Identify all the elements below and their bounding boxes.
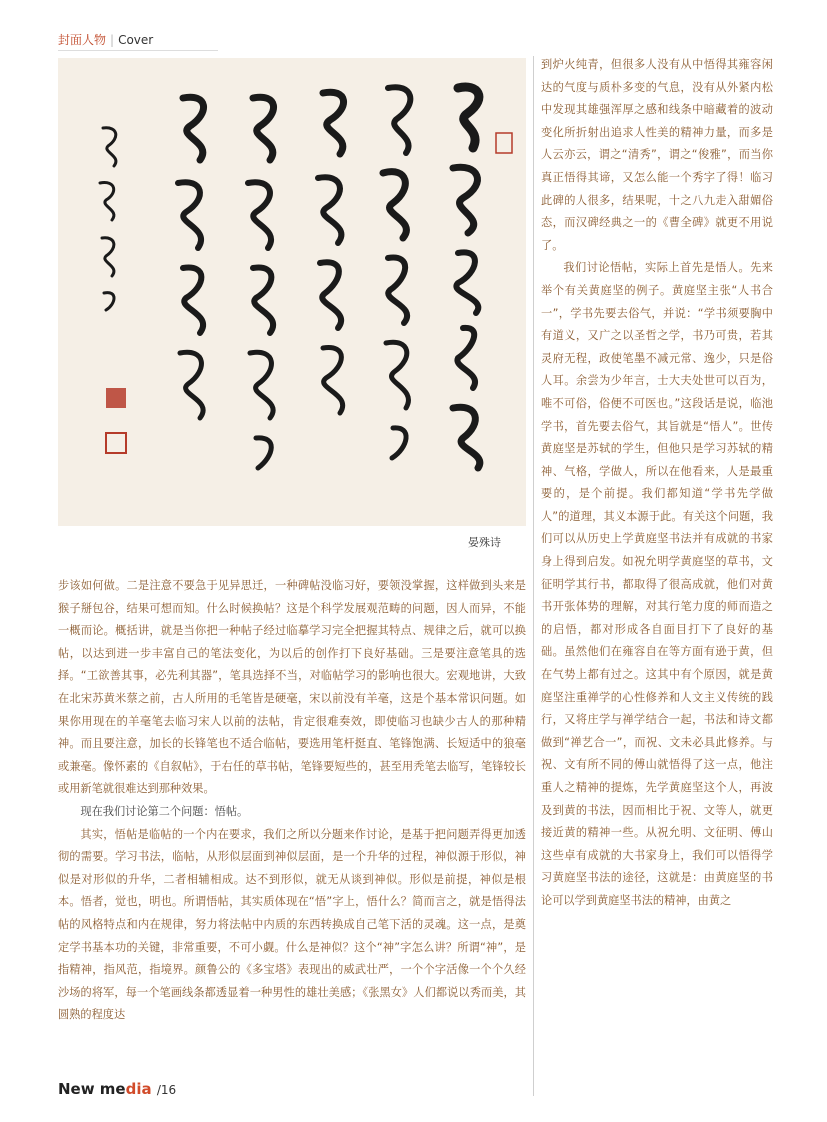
section-label: 封面人物	[58, 33, 107, 47]
header-rule	[58, 50, 218, 51]
page-header	[58, 32, 153, 50]
cover-label: Cover	[118, 33, 154, 47]
page-separator: /	[156, 1083, 161, 1097]
page-footer	[58, 1080, 176, 1098]
artwork-caption: 晏殊诗	[468, 536, 501, 549]
brand-name-b: dia	[125, 1080, 152, 1098]
right-paragraph-1: 到炉火纯青，但很多人没有从中悟得其雍容闲达的气度与质朴多变的气息，没有从外紧内松中发现其雄强浑厚之感和线条中暗藏着的波动变化所折射出追求人性美的精神力量，而多是人云亦云，谓之“清秀”，谓之“俊雅”，而当你真正悟得其谛，又怎么能一个秀字了得！临习此碑的人很多，结果呢，十之八九走入甜媚俗态，而汉碑经典之一的《曹全碑》就更不用说了。	[541, 58, 773, 252]
header-separator: |	[110, 33, 115, 47]
left-paragraph-3: 其实，悟帖是临帖的一个内在要求，我们之所以分题来作讨论，是基于把问题弄得更加透彻的需要。学习书法，临帖，从形似层面到神似层面，是一个升华的过程，神似源于形似，神似是对形似的升华，二者相辅相成。达不到形似，就无从谈到神似。形似是前提，神似是根本。悟者，觉也，明也。所谓悟帖，其实质体现在“悟”字上，悟什么？简而言之，就是悟得法帖的风格特点和内在规律，努力将法帖中内质的东西转换成自己笔下活的灵魂。这一点，是奠定学书基本功的关键，非常重要，不可小觑。什么是神似？这个“神”字怎么讲？所谓“神”，是指精神，指风范，指境界。颜鲁公的《多宝塔》表现出的威武壮严，一个个字活像一个个久经沙场的将军，每一个笔画线条都透显着一种男性的雄壮美感；《张黑女》人们都说以秀而美，其圆熟的程度达	[58, 827, 526, 1022]
column-divider	[533, 56, 534, 1096]
right-column	[541, 54, 773, 913]
calligraphy-artwork	[58, 58, 526, 526]
left-column	[58, 575, 526, 1027]
page-number: 16	[160, 1083, 177, 1097]
calligraphy-illustration	[58, 58, 526, 526]
left-paragraph-1: 步该如何做。二是注意不要急于见异思迁，一种碑帖没临习好，要领没掌握，这样做到头来是猴子掰包谷，结果可想而知。什么时候换帖？这是个科学发展观范畴的问题，因人而异，不能一概而论。概括讲，就是当你把一种帖子经过临摹学习完全把握其特点、规律之后，就可以换帖，以达到进一步丰富自己的笔法变化，为以后的创作打下良好基础。三是要注意笔具的选择。“工欲善其事，必先利其器”，笔具选择不当，对临帖学习的影响也很大。宏观地讲，大致在北宋苏黄米蔡之前，古人所用的毛笔皆是硬毫，宋以前没有羊毫，这是个基本常识问题。如果你用现在的羊毫笔去临习宋人以前的法帖，肯定很难奏效，即使临习也缺少古人的那种精神。而且要注意，加长的长锋笔也不适合临帖，要选用笔杆挺直、笔锋饱满、长短适中的狼毫或兼毫。像怀素的《自叙帖》，于右任的草书帖，笔锋要短些的，甚至用秃笔去临写，笔锋较长或用新笔就很难达到那种效果。	[58, 579, 526, 796]
right-paragraph-2: 我们讨论悟帖，实际上首先是悟人。先来举个有关黄庭坚的例子。黄庭坚主张“人书合一”，学书先要去俗气，并说：“学书须要胸中有道义，又广之以圣哲之学，书乃可贵，若其灵府无程，政使笔墨不减元常、逸少，只是俗人耳。余尝为少年言，士大夫处世可以百为，唯不可俗，俗便不可医也。”这段话是说，临池学书，首先要去俗气，其旨就是“悟人”。世传黄庭坚是苏轼的学生，但他只是学习苏轼的精神、气格，学做人，所以在他看来，人是最重要的，是个前提。我们都知道“学书先学做人”的道理，其义本源于此。有关这个问题，我们可以从历史上学黄庭坚书法并有成就的书家身上得到启发。如祝允明学黄庭坚的草书，文征明学其行书，都取得了很高成就，他们对黄书开张体势的理解，对其行笔力度的师而造之的启悟，都对形成各自面目打下了良好的基础。虽然他们在雍容自在等方面有逊于黄，但在气势上都有过之。这其中有个原因，就是黄庭坚注重禅学的心性修养和人文主义传统的践行，又将庄学与禅学结合一起，书法和诗文都做到“禅艺合一”，而祝、文未必具此修养。与祝、文有所不同的傅山就悟得了这一点，他注重人之精神的提炼，先学黄庭坚这个人，再波及到黄的书法，因而相比于祝、文等人，就更接近黄的精神一些。从祝允明、文征明、傅山这些卓有成就的大书家身上，我们可以悟得学习黄庭坚书法的途径，这就是：由黄庭坚的书论可以学到黄庭坚书法的精神，由黄之	[541, 261, 773, 907]
left-paragraph-2: 现在我们讨论第二个问题：悟帖。	[80, 804, 249, 818]
brand-name-a: New me	[58, 1080, 126, 1098]
